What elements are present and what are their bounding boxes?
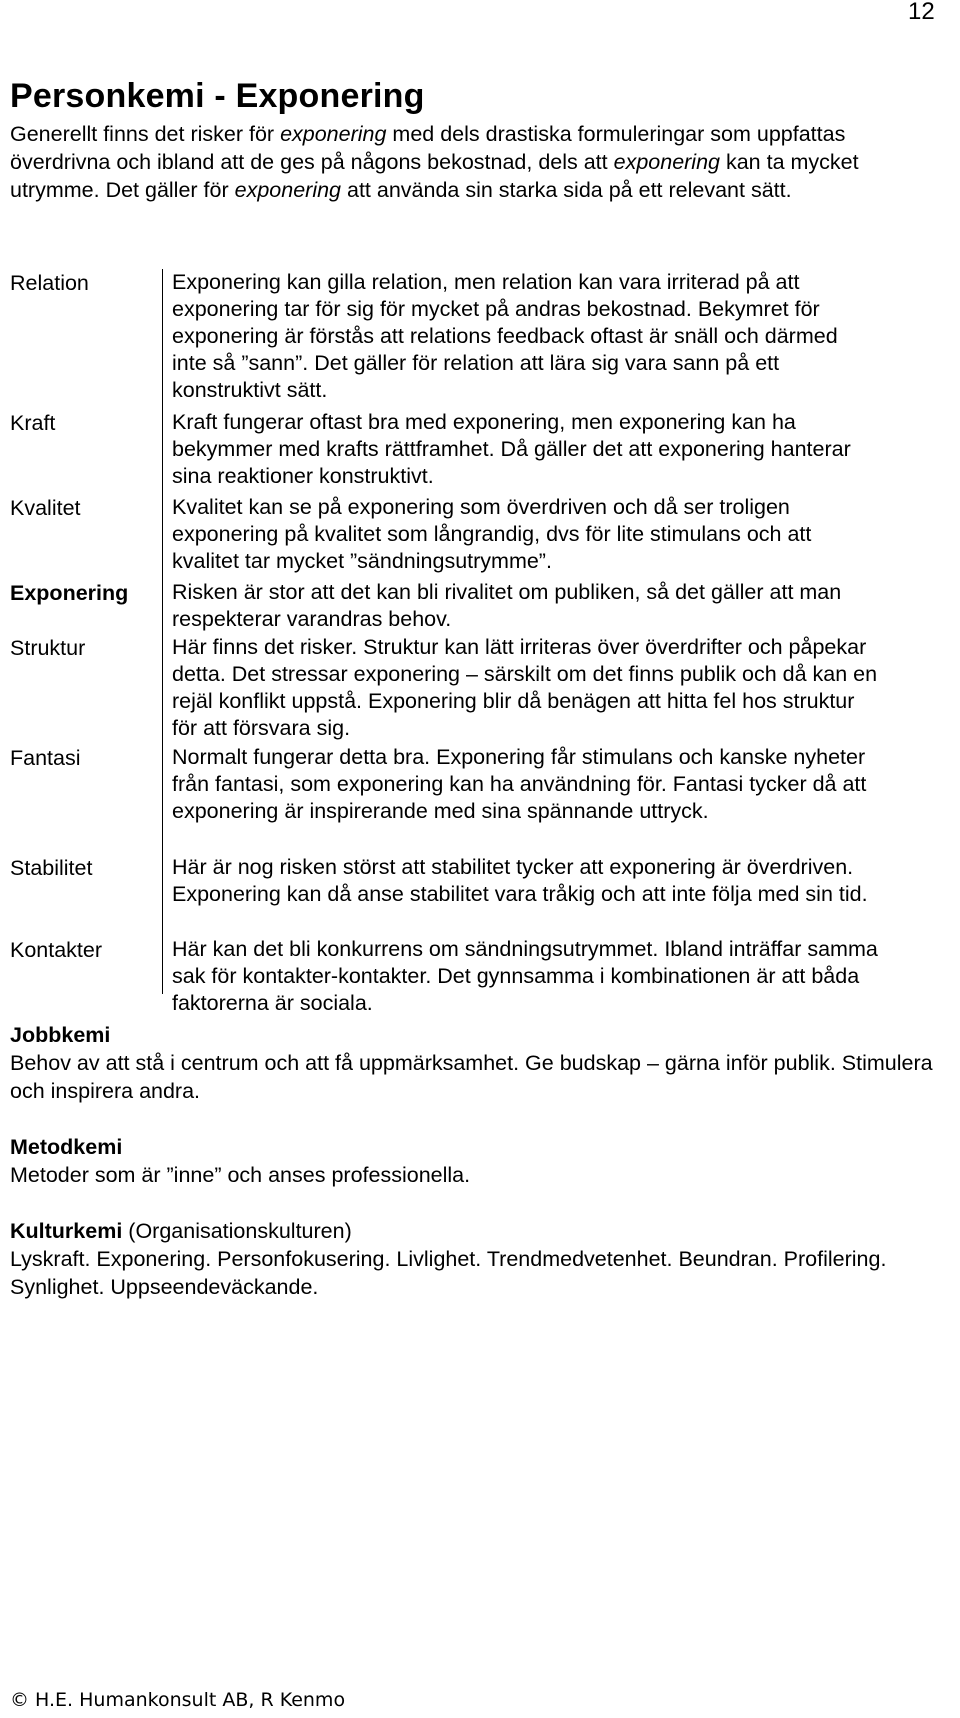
section-heading-line bbox=[10, 1217, 940, 1245]
row-label: Relation bbox=[10, 271, 89, 295]
intro-text: kan ta mycket utrymme. Det gäller för bbox=[10, 150, 859, 202]
metodkemi-section bbox=[10, 1133, 940, 1189]
row-description: Här finns det risker. Struktur kan lätt irriteras över överdrifter och påpekar detta. Det stressar exponering – särskilt om det finns publik och då kan en rejäl konflikt uppstå. Exponering blir då benägen att hitta fel hos struktur för att försvara sig. bbox=[172, 635, 878, 740]
row-description: Kvalitet kan se på exponering som överdriven och då ser troligen exponering på kvalitet som långrandig, dvs för lite stimulans och att kvalitet tar mycket ”sändningsutrymme”. bbox=[172, 495, 812, 573]
row-description: Normalt fungerar detta bra. Exponering får stimulans och kanske nyheter från fantasi, som exponering kan ha användning för. Fantasi tycker då att exponering är inspirerande med sina spännande uttryck. bbox=[172, 745, 867, 823]
section-body: Metoder som är ”inne” och anses professionella. bbox=[10, 1163, 471, 1187]
intro-emphasis: exponering bbox=[234, 178, 342, 202]
section-heading: Jobbkemi bbox=[10, 1023, 111, 1047]
section-body: Lyskraft. Exponering. Personfokusering. Livlighet. Trendmedvetenhet. Beundran. Profilering. Synlighet. Uppseendeväckande. bbox=[10, 1247, 887, 1299]
section-heading: Metodkemi bbox=[10, 1135, 123, 1159]
page-title: Personkemi - Exponering bbox=[10, 77, 425, 115]
jobbkemi-section bbox=[10, 1021, 940, 1105]
row-label: Kontakter bbox=[10, 938, 103, 962]
footer-copyright: © H.E. Humankonsult AB, R Kenmo bbox=[10, 1689, 346, 1711]
matrix-divider bbox=[162, 269, 163, 994]
intro-paragraph bbox=[10, 120, 940, 204]
row-label: Kvalitet bbox=[10, 496, 81, 520]
section-body: Behov av att stå i centrum och att få uppmärksamhet. Ge budskap – gärna inför publik. Stimulera och inspirera andra. bbox=[10, 1051, 933, 1103]
page-number: 12 bbox=[908, 0, 935, 25]
intro-text: Generellt finns det risker för bbox=[10, 122, 281, 146]
intro-text: med dels drastiska formuleringar som uppfattas överdrivna och ibland att de ges på någons bekostnad, dels att bbox=[10, 122, 846, 174]
row-description: Exponering kan gilla relation, men relation kan vara irriterad på att exponering tar för sig för mycket på andras bekostnad. Bekymret för exponering är förstås att relations feedback oftast är snäll och därmed inte så ”sann”. Det gäller för relation att lära sig vara sann på ett konstruktivt sätt. bbox=[172, 270, 838, 402]
row-description: Risken är stor att det kan bli rivalitet om publiken, så det gäller att man respekterar varandras behov. bbox=[172, 580, 842, 631]
row-label: Fantasi bbox=[10, 746, 81, 770]
section-heading-suffix: (Organisationskulturen) bbox=[122, 1219, 352, 1243]
row-description: Kraft fungerar oftast bra med exponering, men exponering kan ha bekymmer med krafts rättframhet. Då gäller det att exponering hanterar sina reaktioner konstruktivt. bbox=[172, 410, 851, 488]
row-label: Stabilitet bbox=[10, 856, 93, 880]
row-label: Kraft bbox=[10, 411, 56, 435]
intro-emphasis: exponering bbox=[613, 150, 720, 174]
row-label-active: Exponering bbox=[10, 581, 129, 605]
intro-emphasis: exponering bbox=[280, 122, 387, 146]
row-description: Här är nog risken störst att stabilitet tycker att exponering är överdriven. Exponering kan då anse stabilitet vara tråkig och att inte följa med sin tid. bbox=[172, 855, 868, 906]
intro-text: att använda sin starka sida på ett relevant sätt. bbox=[341, 178, 792, 202]
kulturkemi-section bbox=[10, 1217, 940, 1301]
section-heading: Kulturkemi bbox=[10, 1219, 123, 1243]
row-label: Struktur bbox=[10, 636, 86, 660]
row-description: Här kan det bli konkurrens om sändningsutrymmet. Ibland inträffar samma sak för kontakter-kontakter. Det gynnsamma i kombinationen är att båda faktorerna är sociala. bbox=[172, 937, 878, 1015]
